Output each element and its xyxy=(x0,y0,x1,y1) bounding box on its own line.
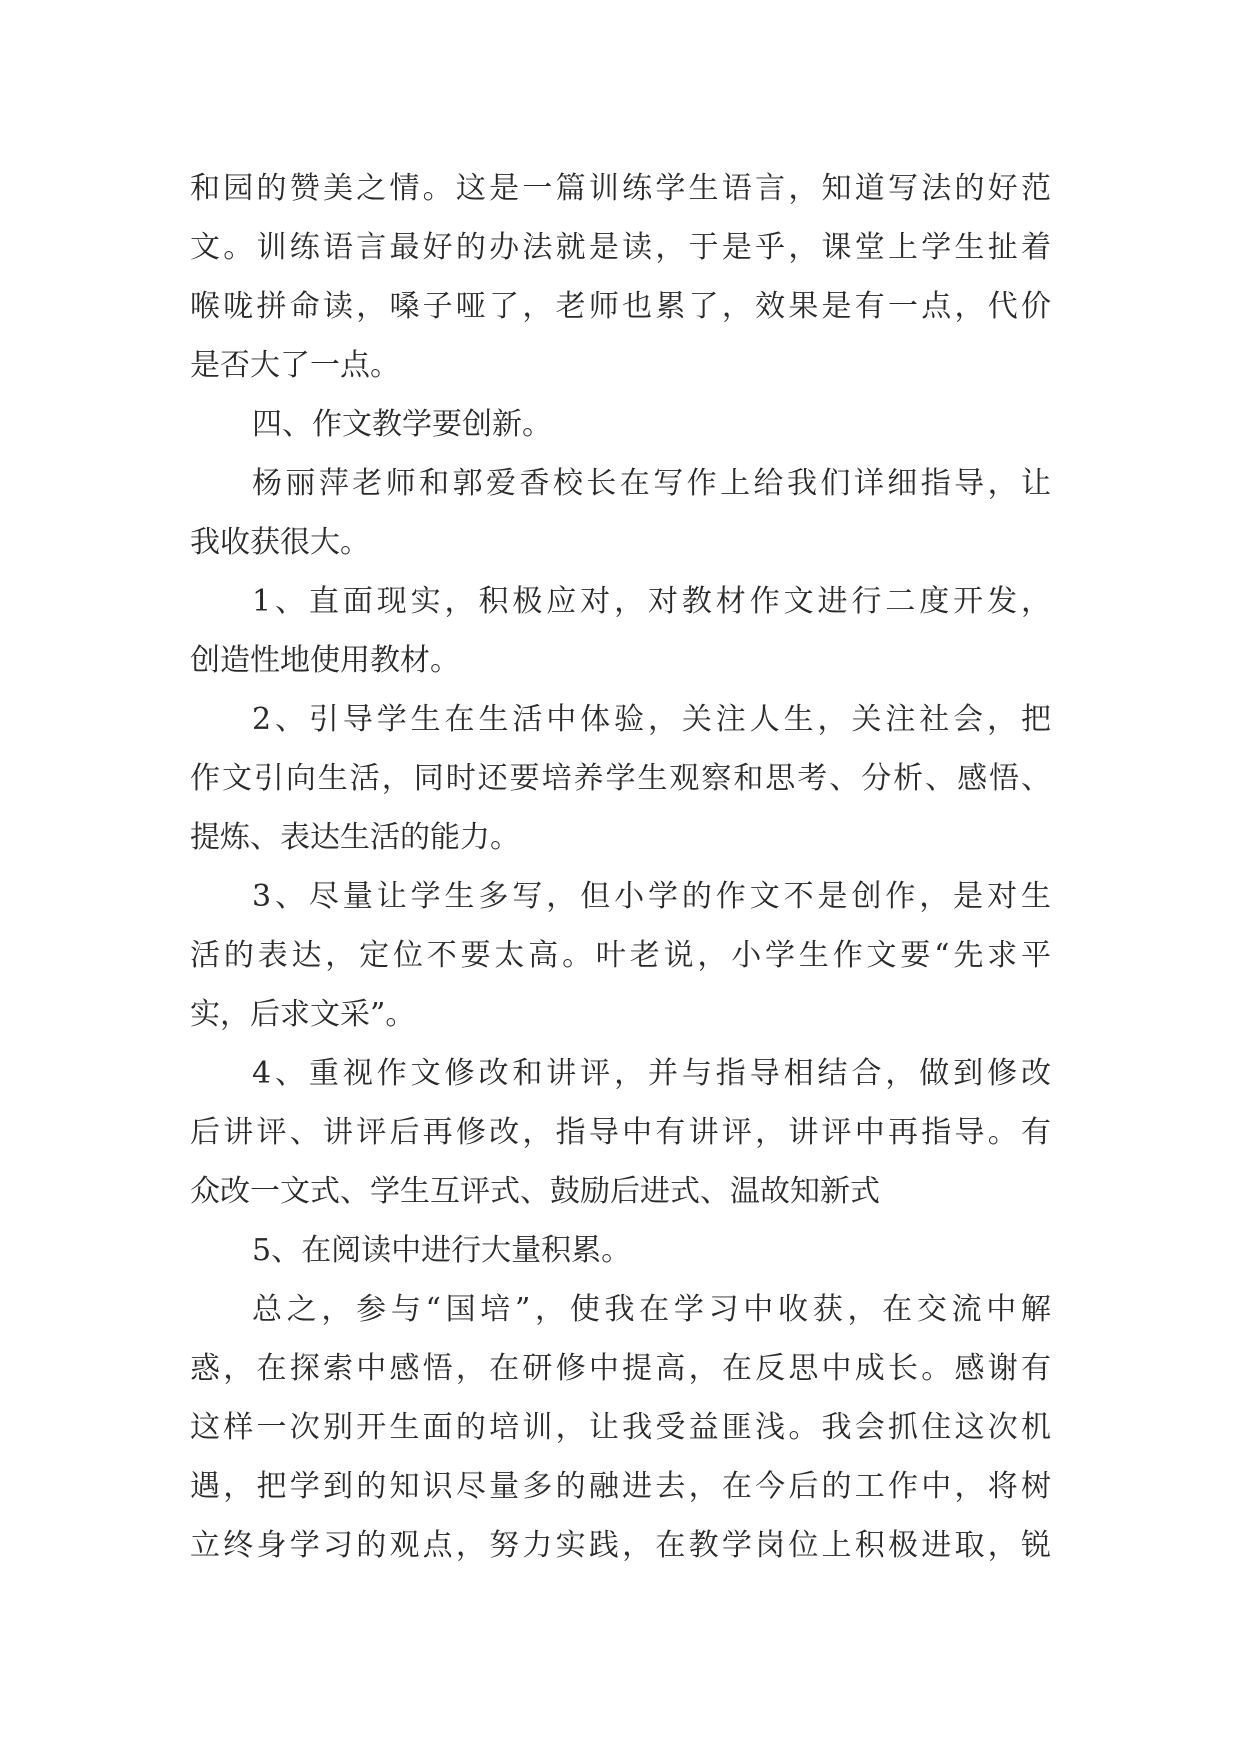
text-line: 实，后求文采”。 xyxy=(190,997,416,1032)
text-line: 众改一文式、学生互评式、鼓励后进式、温故知新式 xyxy=(190,1174,880,1209)
text-line: 提炼、表达生活的能力。 xyxy=(190,820,520,855)
text-line: 后讲评、讲评后再修改，指导中有讲评，讲评中再指导。有 xyxy=(190,1115,1051,1150)
text-line: 4、重视作文修改和讲评，并与指导相结合，做到修改 xyxy=(252,1056,1051,1091)
text-line: 文。训练语言最好的办法就是读，于是乎，课堂上学生扯着 xyxy=(190,230,1051,265)
text-line: 1、直面现实，积极应对，对教材作文进行二度开发， xyxy=(252,584,1051,619)
text-line: 喉咙拼命读，嗓子哑了，老师也累了，效果是有一点，代价 xyxy=(190,289,1051,324)
text-line: 遇，把学到的知识尽量多的融进去，在今后的工作中，将树 xyxy=(190,1469,1051,1504)
text-line: 杨丽萍老师和郭爱香校长在写作上给我们详细指导，让 xyxy=(252,466,1051,501)
text-line: 四、作文教学要创新。 xyxy=(252,407,552,442)
text-line: 是否大了一点。 xyxy=(190,348,400,383)
text-line: 惑，在探索中感悟，在研修中提高，在反思中成长。感谢有 xyxy=(190,1351,1051,1386)
text-line: 活的表达，定位不要太高。叶老说，小学生作文要“先求平 xyxy=(190,938,1051,973)
document-body xyxy=(190,159,1051,1575)
text-line: 3、尽量让学生多写，但小学的作文不是创作，是对生 xyxy=(252,879,1051,914)
text-line: 和园的赞美之情。这是一篇训练学生语言，知道写法的好范 xyxy=(190,171,1051,206)
text-line: 5、在阅读中进行大量积累。 xyxy=(252,1233,632,1268)
text-line: 立终身学习的观点，努力实践，在教学岗位上积极进取，锐 xyxy=(190,1528,1051,1563)
text-line: 总之，参与“国培”，使我在学习中收获，在交流中解 xyxy=(252,1292,1051,1327)
text-line: 我收获很大。 xyxy=(190,525,370,560)
text-line: 创造性地使用教材。 xyxy=(190,643,460,678)
text-line: 作文引向生活，同时还要培养学生观察和思考、分析、感悟、 xyxy=(190,761,1051,796)
text-line: 2、引导学生在生活中体验，关注人生，关注社会，把 xyxy=(252,702,1051,737)
text-line: 这样一次别开生面的培训，让我受益匪浅。我会抓住这次机 xyxy=(190,1410,1051,1445)
